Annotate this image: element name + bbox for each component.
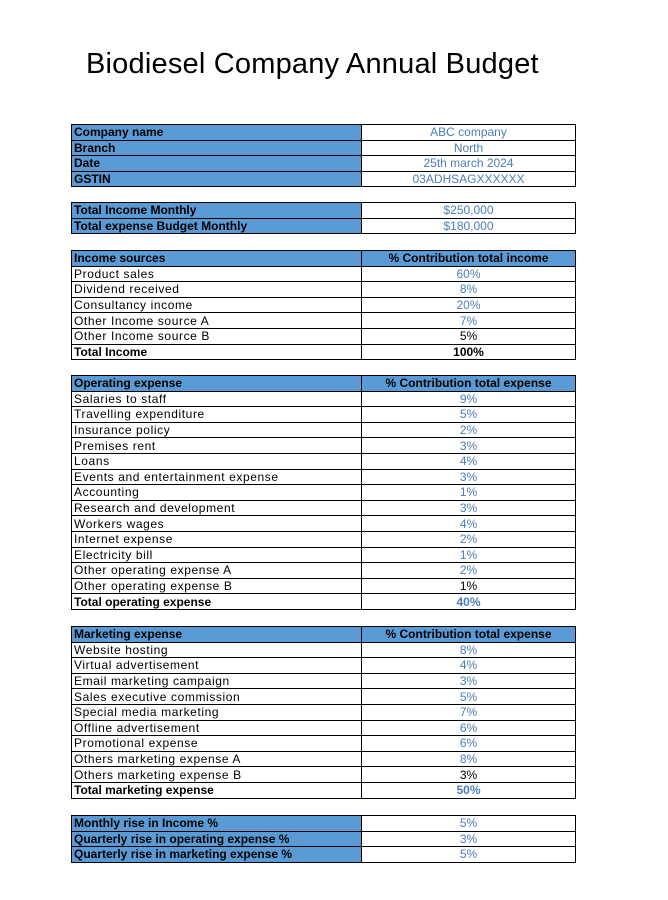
- table-row: [72, 391, 576, 407]
- table-row: [72, 218, 576, 234]
- table-row: [72, 736, 576, 752]
- table-row: [72, 531, 576, 547]
- gstin-value: 03ADHSAGXXXXXX: [362, 171, 576, 187]
- total-marketing-value: 50%: [362, 782, 576, 798]
- row-value: 4%: [362, 516, 576, 532]
- row-label: Electricity bill: [72, 547, 362, 563]
- gstin-label: GSTIN: [72, 171, 362, 187]
- row-label: Travelling expenditure: [72, 407, 362, 423]
- total-operating-label: Total operating expense: [72, 594, 362, 610]
- table-row: [72, 767, 576, 783]
- row-label: Sales executive commission: [72, 689, 362, 705]
- total-row: [72, 782, 576, 798]
- row-label: Other operating expense B: [72, 578, 362, 594]
- row-value: 5%: [362, 689, 576, 705]
- income-col-header: % Contribution total income: [362, 251, 576, 267]
- row-value: 2%: [362, 563, 576, 579]
- table-row: [72, 720, 576, 736]
- marketing-header: Marketing expense: [72, 627, 362, 643]
- table-row: [72, 500, 576, 516]
- total-income-label: Total Income: [72, 344, 362, 360]
- table-row: [72, 453, 576, 469]
- row-value: 1%: [362, 547, 576, 563]
- table-row: [72, 282, 576, 298]
- operating-header: Operating expense: [72, 376, 362, 392]
- rise-percent-table: [71, 815, 576, 863]
- table-row: [72, 547, 576, 563]
- row-label: Research and development: [72, 500, 362, 516]
- row-value: 8%: [362, 751, 576, 767]
- monthly-totals-table: [71, 202, 576, 234]
- table-row: [72, 438, 576, 454]
- row-value: 7%: [362, 704, 576, 720]
- quarterly-operating-rise-value: 3%: [362, 831, 576, 847]
- row-value: 8%: [362, 642, 576, 658]
- row-value: 9%: [362, 391, 576, 407]
- company-info-table: [71, 124, 576, 187]
- table-row: [72, 313, 576, 329]
- table-row: [72, 831, 576, 847]
- row-value: 3%: [362, 438, 576, 454]
- row-value: 7%: [362, 313, 576, 329]
- total-operating-value: 40%: [362, 594, 576, 610]
- row-label: Events and entertainment expense: [72, 469, 362, 485]
- row-label: Promotional expense: [72, 736, 362, 752]
- row-value: 3%: [362, 767, 576, 783]
- row-label: Premises rent: [72, 438, 362, 454]
- company-name-value: ABC company: [362, 125, 576, 141]
- row-value: 6%: [362, 720, 576, 736]
- table-row: [72, 328, 576, 344]
- income-header: Income sources: [72, 251, 362, 267]
- row-label: Others marketing expense A: [72, 751, 362, 767]
- operating-expense-table: [71, 375, 576, 610]
- row-value: 5%: [362, 407, 576, 423]
- row-label: Other Income source A: [72, 313, 362, 329]
- branch-label: Branch: [72, 140, 362, 156]
- row-label: Email marketing campaign: [72, 673, 362, 689]
- row-label: Workers wages: [72, 516, 362, 532]
- row-label: Dividend received: [72, 282, 362, 298]
- row-value: 5%: [362, 328, 576, 344]
- total-expense-monthly-value: $180,000: [362, 218, 576, 234]
- income-sources-table: [71, 250, 576, 360]
- table-row: [72, 578, 576, 594]
- row-label: Insurance policy: [72, 422, 362, 438]
- total-expense-monthly-label: Total expense Budget Monthly: [72, 218, 362, 234]
- table-row: [72, 658, 576, 674]
- table-header-row: [72, 251, 576, 267]
- row-value: 8%: [362, 282, 576, 298]
- marketing-expense-table: [71, 626, 576, 799]
- table-row: [72, 422, 576, 438]
- date-value: 25th march 2024: [362, 156, 576, 172]
- table-row: [72, 297, 576, 313]
- table-row: [72, 171, 576, 187]
- total-income-monthly-value: $250,000: [362, 203, 576, 219]
- total-income-value: 100%: [362, 344, 576, 360]
- table-row: [72, 516, 576, 532]
- row-label: Salaries to staff: [72, 391, 362, 407]
- total-row: [72, 594, 576, 610]
- table-row: [72, 469, 576, 485]
- monthly-income-rise-value: 5%: [362, 816, 576, 832]
- row-value: 4%: [362, 658, 576, 674]
- table-row: [72, 751, 576, 767]
- row-label: Consultancy income: [72, 297, 362, 313]
- table-header-row: [72, 627, 576, 643]
- row-value: 60%: [362, 266, 576, 282]
- quarterly-marketing-rise-label: Quarterly rise in marketing expense %: [72, 847, 362, 863]
- total-marketing-label: Total marketing expense: [72, 782, 362, 798]
- table-row: [72, 704, 576, 720]
- row-label: Accounting: [72, 485, 362, 501]
- table-row: [72, 816, 576, 832]
- monthly-income-rise-label: Monthly rise in Income %: [72, 816, 362, 832]
- row-value: 3%: [362, 500, 576, 516]
- table-row: [72, 407, 576, 423]
- row-label: Other Income source B: [72, 328, 362, 344]
- row-value: 2%: [362, 531, 576, 547]
- table-row: [72, 689, 576, 705]
- table-row: [72, 266, 576, 282]
- table-row: [72, 563, 576, 579]
- row-value: 3%: [362, 469, 576, 485]
- row-label: Virtual advertisement: [72, 658, 362, 674]
- table-row: [72, 485, 576, 501]
- total-row: [72, 344, 576, 360]
- total-income-monthly-label: Total Income Monthly: [72, 203, 362, 219]
- table-row: [72, 125, 576, 141]
- page-title: Biodiesel Company Annual Budget: [86, 48, 539, 80]
- table-header-row: [72, 376, 576, 392]
- quarterly-marketing-rise-value: 5%: [362, 847, 576, 863]
- row-value: 3%: [362, 673, 576, 689]
- quarterly-operating-rise-label: Quarterly rise in operating expense %: [72, 831, 362, 847]
- row-label: Loans: [72, 453, 362, 469]
- row-value: 4%: [362, 453, 576, 469]
- row-value: 2%: [362, 422, 576, 438]
- row-value: 1%: [362, 485, 576, 501]
- table-row: [72, 203, 576, 219]
- table-row: [72, 673, 576, 689]
- row-label: Others marketing expense B: [72, 767, 362, 783]
- row-label: Website hosting: [72, 642, 362, 658]
- row-value: 6%: [362, 736, 576, 752]
- table-row: [72, 156, 576, 172]
- company-name-label: Company name: [72, 125, 362, 141]
- row-label: Other operating expense A: [72, 563, 362, 579]
- row-value: 20%: [362, 297, 576, 313]
- marketing-col-header: % Contribution total expense: [362, 627, 576, 643]
- row-label: Product sales: [72, 266, 362, 282]
- row-label: Special media marketing: [72, 704, 362, 720]
- row-value: 1%: [362, 578, 576, 594]
- table-row: [72, 847, 576, 863]
- row-label: Offline advertisement: [72, 720, 362, 736]
- table-row: [72, 140, 576, 156]
- row-label: Internet expense: [72, 531, 362, 547]
- date-label: Date: [72, 156, 362, 172]
- table-row: [72, 642, 576, 658]
- operating-col-header: % Contribution total expense: [362, 376, 576, 392]
- branch-value: North: [362, 140, 576, 156]
